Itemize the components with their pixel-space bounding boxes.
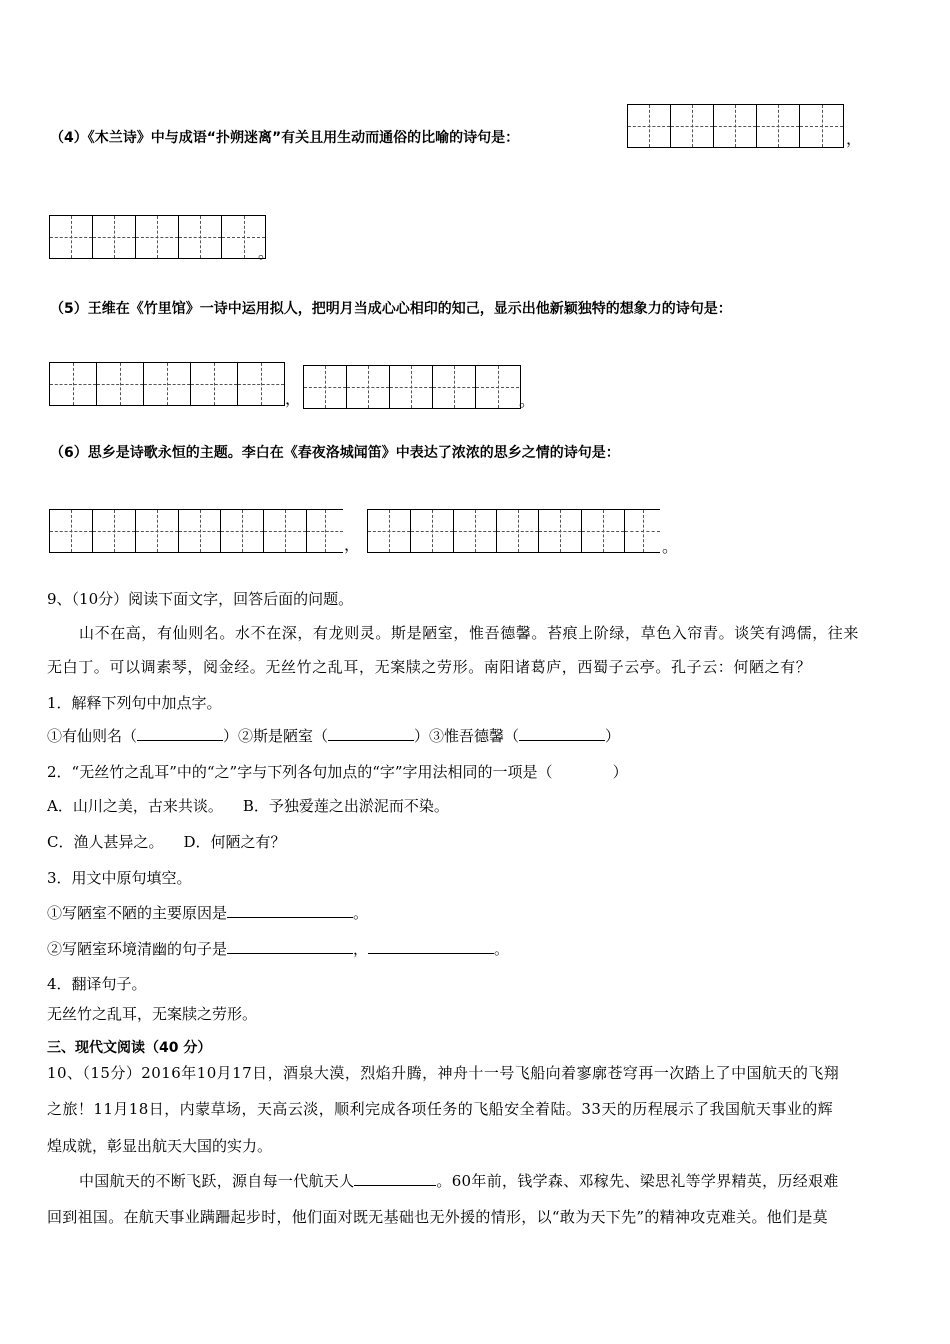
q6-answer-grid-1[interactable] xyxy=(49,509,343,553)
q9-passage-line-1: 山不在高，有仙则名。水不在深，有龙则灵。斯是陋室，惟吾德馨。苔痕上阶绿，草色入帘青。谈笑有鸿儒，往来 xyxy=(79,624,860,642)
q6-comma: ， xyxy=(344,535,361,554)
q9-sub1-items xyxy=(47,727,620,745)
q9-option-b[interactable]: B．予独爱莲之出淤泥而不染。 xyxy=(242,797,449,815)
q9-sub2-title: 2．“无丝竹之乱耳”中的“之”字与下列各句加点的“字”字用法相同的一项是（ xyxy=(47,763,553,781)
q9-sub1-b: ）②斯是陋室（ xyxy=(223,727,329,745)
q6-prompt: （6）思乡是诗歌永恒的主题。李白在《春夜洛城闻笛》中表达了浓浓的思乡之情的诗句是： xyxy=(50,445,620,461)
q10-line-1: 10、（15分）2016年10月17日，酒泉大漠，烈焰升腾，神舟十一号飞船向着寥廓苍穹再一次踏上了中国航天的飞翔 xyxy=(47,1064,840,1082)
q9-option-c[interactable]: C．渔人甚异之。 xyxy=(47,833,164,851)
q5-comma: ， xyxy=(285,389,302,408)
q9-passage-line-2: 无白丁。可以调素琴，阅金经。无丝竹之乱耳，无案牍之劳形。南阳诸葛庐，西蜀子云亭。孔子云：何陋之有？ xyxy=(47,658,812,676)
q6-answer-grid-2[interactable] xyxy=(367,509,660,553)
q9-sub3-2-mid: ， xyxy=(353,940,369,958)
q9-sub3-1 xyxy=(47,904,368,922)
q9-sub3-2-text: ②写陋室环境清幽的句子是 xyxy=(47,940,228,958)
q9-sub1-blank-3[interactable] xyxy=(519,740,605,741)
q9-sub3-blank-2[interactable] xyxy=(227,953,353,954)
q9-option-d[interactable]: D．何陋之有？ xyxy=(183,833,286,851)
q9-sub4-text: 无丝竹之乱耳，无案牍之劳形。 xyxy=(47,1005,258,1023)
q9-sub1-d: ） xyxy=(605,727,621,745)
q9-sub2-end: ） xyxy=(612,763,628,781)
q9-header: 9、（10分）阅读下面文字，回答后面的问题。 xyxy=(47,590,354,608)
q5-answer-grid-1[interactable] xyxy=(49,362,285,406)
q4-answer-grid-1[interactable] xyxy=(627,104,844,148)
q9-option-a[interactable]: A．山川之美，古来共谈。 xyxy=(47,797,223,815)
q9-sub1-a: ①有仙则名（ xyxy=(47,727,138,745)
q5-period: 。 xyxy=(519,391,536,410)
q9-options-ab xyxy=(47,797,449,815)
q9-sub1-c: ）③惟吾德馨（ xyxy=(414,727,520,745)
q9-options-cd xyxy=(47,833,286,851)
q6-period: 。 xyxy=(662,537,679,556)
q5-answer-grid-2[interactable] xyxy=(303,365,521,409)
q9-sub3-title: 3．用文中原句填空。 xyxy=(47,869,192,887)
q9-sub3-blank-1[interactable] xyxy=(227,917,353,918)
q9-sub1-blank-2[interactable] xyxy=(328,740,414,741)
q9-sub3-2-end: 。 xyxy=(494,940,510,958)
q5-prompt: （5）王维在《竹里馆》一诗中运用拟人，把明月当成心心相印的知己，显示出他新颖独特的想象力的诗句是： xyxy=(50,301,732,317)
q10-blank[interactable] xyxy=(354,1185,436,1186)
q9-sub3-2 xyxy=(47,940,509,958)
q10-line-2: 之旅！11月18日，内蒙草场，天高云淡，顺利完成各项任务的飞船安全着陆。33天的历程展示了我国航天事业的辉 xyxy=(47,1100,834,1118)
q10-line-4a: 中国航天的不断飞跃，源自每一代航天人 xyxy=(79,1172,355,1190)
q9-sub3-1-text: ①写陋室不陋的主要原因是 xyxy=(47,904,228,922)
section-3-title: 三、现代文阅读（40 分） xyxy=(47,1040,212,1056)
q4-period: 。 xyxy=(258,243,275,262)
q9-sub3-1-end: 。 xyxy=(353,904,369,922)
q9-sub3-blank-3[interactable] xyxy=(368,953,494,954)
q9-sub1-blank-1[interactable] xyxy=(137,740,223,741)
q10-line-4b: 。60年前，钱学森、邓稼先、梁思礼等学界精英，历经艰难 xyxy=(436,1172,839,1190)
q9-sub1-title: 1．解释下列句中加点字。 xyxy=(47,694,222,712)
q10-line-4 xyxy=(79,1172,839,1190)
q9-sub2 xyxy=(47,763,628,781)
q10-line-3: 煌成就，彰显出航天大国的实力。 xyxy=(47,1137,273,1155)
q4-answer-grid-2[interactable] xyxy=(49,215,266,259)
q9-sub4-title: 4．翻译句子。 xyxy=(47,975,147,993)
q10-line-5: 回到祖国。在航天事业蹒跚起步时，他们面对既无基础也无外援的情形，以“敢为天下先”的精神攻克难关。他们是莫 xyxy=(47,1208,828,1226)
q4-prompt: （4）《木兰诗》中与成语“扑朔迷离”有关且用生动而通俗的比喻的诗句是： xyxy=(50,130,520,146)
q4-comma: ， xyxy=(846,129,863,148)
